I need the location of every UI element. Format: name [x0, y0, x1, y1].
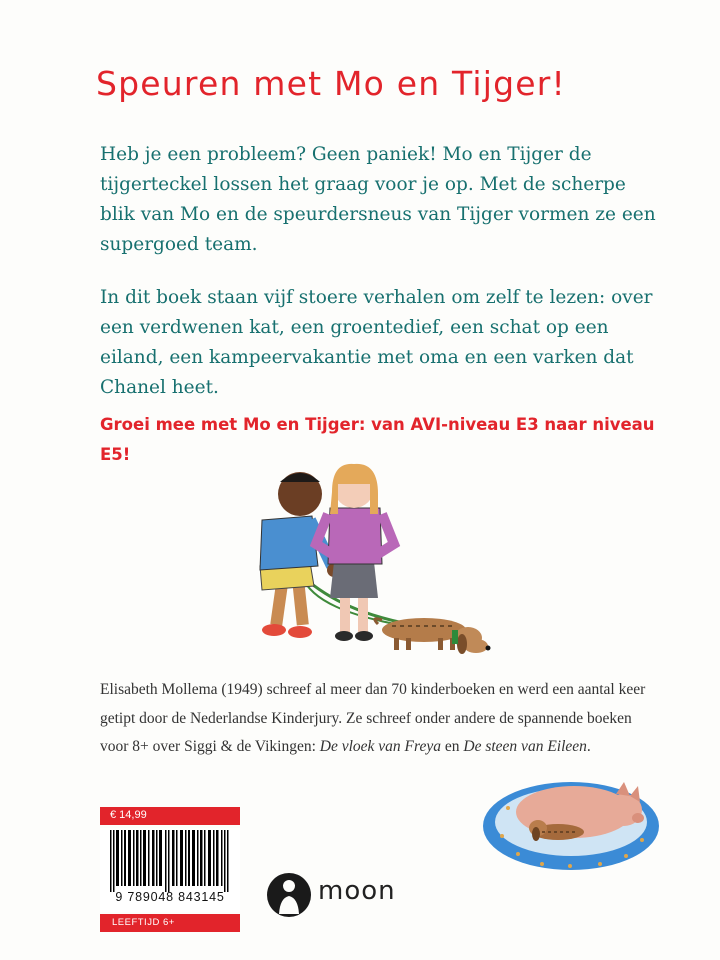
- pig-and-dog-in-pool-illustration: [478, 764, 664, 876]
- age-value: LEEFTIJD 6+: [112, 917, 175, 928]
- blurb-paragraph-1: Heb je een probleem? Geen paniek! Mo en Tijger de tijgerteckel lossen het graag voor je op. Met de scherpe blik van Mo en de speurdersneus van Tijger vormen ze een supergoed team.: [100, 144, 656, 255]
- author-bio-end: .: [586, 738, 591, 755]
- author-bio: [100, 676, 660, 762]
- children-with-dog-illustration: [232, 458, 502, 674]
- author-bio-joiner: en: [441, 738, 464, 755]
- blurb-paragraph-2: In dit boek staan vijf stoere verhalen om zelf te lezen: over een verdwenen kat, een groentedief, een schat op een eiland, een kampeervakantie met oma en een varken dat Chanel heet.: [100, 287, 653, 398]
- back-cover-title: Speuren met Mo en Tijger!: [96, 64, 566, 103]
- isbn-number: 9 789048 843145: [115, 890, 225, 904]
- publisher-name: moon: [318, 876, 396, 906]
- price-label: [100, 807, 240, 825]
- book-title-freya: De vloek van Freya: [319, 738, 441, 755]
- author-bio-text: Elisabeth Mollema (1949) schreef al meer dan 70 kinderboeken en werd een aantal keer getipt door de Nederlandse Kinderjury. Ze schreef onder andere de spannende boeken voor 8+ over Siggi & de Vikingen:: [100, 681, 646, 755]
- age-label: [100, 914, 240, 932]
- barcode-icon: [102, 830, 238, 892]
- price-value: € 14,99: [110, 809, 147, 821]
- publisher-logo: [266, 868, 426, 928]
- reading-level-callout: Groei mee met Mo en Tijger: van AVI-niveau E3 naar niveau E5!: [100, 415, 655, 464]
- book-title-eileen: De steen van Eileen: [463, 738, 587, 755]
- moon-logo-icon: [266, 870, 312, 920]
